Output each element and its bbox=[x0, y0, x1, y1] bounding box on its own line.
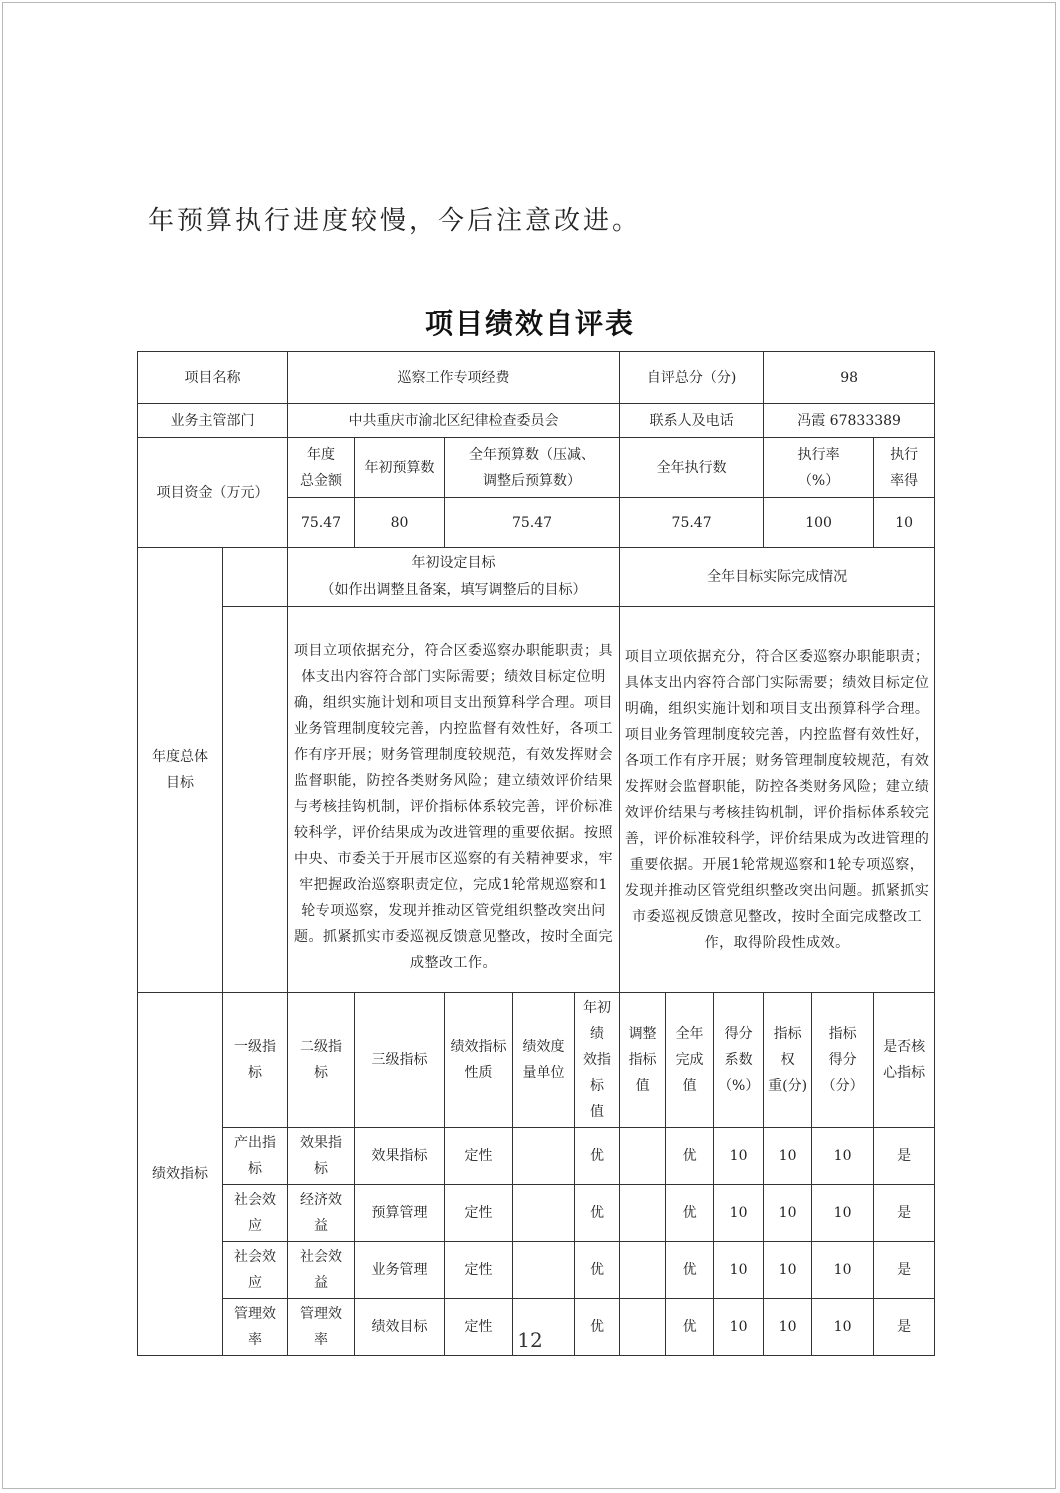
indicator-header-level2: 二级指 标 bbox=[288, 993, 355, 1128]
lead-text: 年预算执行进度较慢，今后注意改进。 bbox=[148, 206, 642, 236]
goals-blank-cell-2 bbox=[223, 607, 288, 993]
indicator-core: 是 bbox=[874, 1242, 935, 1299]
goals-header-row bbox=[138, 548, 935, 607]
goals-actual-header: 全年目标实际完成情况 bbox=[620, 548, 935, 607]
indicator-completed-value: 优 bbox=[666, 1128, 714, 1185]
indicator-initial-value: 优 bbox=[575, 1299, 620, 1356]
indicator-nature: 定性 bbox=[445, 1242, 513, 1299]
self-score-value: 98 bbox=[764, 352, 935, 404]
indicator-completed-value: 优 bbox=[666, 1185, 714, 1242]
indicator-level3: 预算管理 bbox=[355, 1185, 445, 1242]
goals-set-text: 项目立项依据充分，符合区委巡察办职能职责；具体支出内容符合部门实际需要；绩效目标定位明确，组织实施计划和项目支出预算科学合理。项目业务管理制度较完善，内控监督有效性好，各项工作有序开展；财务管理制度较规范，有效发挥财会监督职能，防控各类财务风险；建立绩效评价结果与考核挂钩机制，评价指标体系较完善，评价标准较科学，评价结果成为改进管理的重要依据。按照中央、市委关于开展市区巡察的有关精神要求，牢牢把握政治巡察职责定位，完成1轮常规巡察和1轮专项巡察，发现并推动区管党组织整改突出问题。抓紧抓实市委巡视反馈意见整改，按时全面完成整改工作。 bbox=[288, 607, 620, 993]
indicator-weight: 10 bbox=[764, 1242, 812, 1299]
department-value: 中共重庆市渝北区纪律检查委员会 bbox=[288, 404, 620, 438]
indicator-nature: 定性 bbox=[445, 1299, 513, 1356]
table-row bbox=[138, 1242, 935, 1299]
indicator-weight: 10 bbox=[764, 1128, 812, 1185]
indicator-completed-value: 优 bbox=[666, 1242, 714, 1299]
indicator-header-coefficient: 得分 系数 （%） bbox=[714, 993, 764, 1128]
indicator-level2: 社会效 益 bbox=[288, 1242, 355, 1299]
table-row bbox=[138, 1185, 935, 1242]
project-name-value: 巡察工作专项经费 bbox=[288, 352, 620, 404]
indicator-core: 是 bbox=[874, 1128, 935, 1185]
indicator-initial-value: 优 bbox=[575, 1185, 620, 1242]
indicator-adjusted-value bbox=[620, 1185, 666, 1242]
self-score-label: 自评总分（分) bbox=[620, 352, 764, 404]
indicator-coefficient: 10 bbox=[714, 1242, 764, 1299]
project-name-label: 项目名称 bbox=[138, 352, 288, 404]
goals-content-row bbox=[138, 607, 935, 993]
indicator-score: 10 bbox=[812, 1299, 874, 1356]
indicator-initial-value: 优 bbox=[575, 1128, 620, 1185]
indicator-unit bbox=[513, 1242, 575, 1299]
indicators-header-row bbox=[138, 993, 935, 1128]
indicator-coefficient: 10 bbox=[714, 1128, 764, 1185]
indicator-coefficient: 10 bbox=[714, 1185, 764, 1242]
funds-header-row bbox=[138, 438, 935, 498]
goals-blank-cell bbox=[223, 548, 288, 607]
indicator-unit bbox=[513, 1128, 575, 1185]
department-row bbox=[138, 404, 935, 438]
indicator-level2: 效果指 标 bbox=[288, 1128, 355, 1185]
indicator-header-initial-value: 年初绩 效指标 值 bbox=[575, 993, 620, 1128]
funds-total-header: 年度 总金额 bbox=[288, 438, 355, 498]
indicator-coefficient: 10 bbox=[714, 1299, 764, 1356]
indicator-adjusted-value bbox=[620, 1242, 666, 1299]
indicator-header-nature: 绩效指标 性质 bbox=[445, 993, 513, 1128]
funds-rate-score-header: 执行 率得 bbox=[874, 438, 935, 498]
indicator-level1: 社会效 应 bbox=[223, 1242, 288, 1299]
indicator-core: 是 bbox=[874, 1185, 935, 1242]
department-label: 业务主管部门 bbox=[138, 404, 288, 438]
indicators-label: 绩效指标 bbox=[138, 993, 223, 1356]
indicator-score: 10 bbox=[812, 1185, 874, 1242]
funds-adjusted-value: 75.47 bbox=[445, 498, 620, 548]
indicator-nature: 定性 bbox=[445, 1128, 513, 1185]
indicator-level3: 业务管理 bbox=[355, 1242, 445, 1299]
indicator-weight: 10 bbox=[764, 1185, 812, 1242]
funds-executed-header: 全年执行数 bbox=[620, 438, 764, 498]
contact-label: 联系人及电话 bbox=[620, 404, 764, 438]
indicator-header-adjusted-value: 调整 指标 值 bbox=[620, 993, 666, 1128]
funds-initial-header: 年初预算数 bbox=[355, 438, 445, 498]
indicator-header-weight: 指标权 重(分) bbox=[764, 993, 812, 1128]
indicator-completed-value: 优 bbox=[666, 1299, 714, 1356]
funds-total-value: 75.47 bbox=[288, 498, 355, 548]
indicator-header-level1: 一级指 标 bbox=[223, 993, 288, 1128]
indicator-score: 10 bbox=[812, 1242, 874, 1299]
indicator-initial-value: 优 bbox=[575, 1242, 620, 1299]
funds-adjusted-header: 全年预算数（压减、 调整后预算数） bbox=[445, 438, 620, 498]
funds-rate-value: 100 bbox=[764, 498, 874, 548]
indicator-core: 是 bbox=[874, 1299, 935, 1356]
indicator-header-core: 是否核 心指标 bbox=[874, 993, 935, 1128]
indicator-nature: 定性 bbox=[445, 1185, 513, 1242]
indicator-adjusted-value bbox=[620, 1128, 666, 1185]
goals-actual-text: 项目立项依据充分，符合区委巡察办职能职责；具体支出内容符合部门实际需要；绩效目标定位明确，组织实施计划和项目支出预算科学合理。项目业务管理制度较完善，内控监督有效性好，各项工作有序开展；财务管理制度较规范，有效发挥财会监督职能，防控各类财务风险；建立绩效评价结果与考核挂钩机制，评价指标体系较完善，评价标准较科学，评价结果成为改进管理的重要依据。开展1轮常规巡察和1轮专项巡察，发现并推动区管党组织整改突出问题。抓紧抓实市委巡视反馈意见整改，按时全面完成整改工作，取得阶段性成效。 bbox=[620, 607, 935, 993]
page-title: 项目绩效自评表 bbox=[424, 307, 635, 340]
funds-label: 项目资金（万元） bbox=[138, 438, 288, 548]
project-name-row bbox=[138, 352, 935, 404]
goals-set-header: 年初设定目标 （如作出调整且备案，填写调整后的目标） bbox=[288, 548, 620, 607]
indicator-level2: 经济效 益 bbox=[288, 1185, 355, 1242]
funds-rate-score-value: 10 bbox=[874, 498, 935, 548]
funds-executed-value: 75.47 bbox=[620, 498, 764, 548]
indicator-header-level3: 三级指标 bbox=[355, 993, 445, 1128]
page-number: 12 bbox=[517, 1328, 543, 1352]
indicator-level1: 产出指 标 bbox=[223, 1128, 288, 1185]
indicator-level1: 社会效 应 bbox=[223, 1185, 288, 1242]
indicator-header-completed-value: 全年 完成 值 bbox=[666, 993, 714, 1128]
performance-evaluation-table bbox=[137, 351, 935, 1356]
indicator-header-unit: 绩效度 量单位 bbox=[513, 993, 575, 1128]
goals-label: 年度总体 目标 bbox=[138, 548, 223, 993]
indicator-weight: 10 bbox=[764, 1299, 812, 1356]
indicator-level3: 效果指标 bbox=[355, 1128, 445, 1185]
funds-initial-value: 80 bbox=[355, 498, 445, 548]
contact-value: 冯霞 67833389 bbox=[764, 404, 935, 438]
indicator-level3: 绩效目标 bbox=[355, 1299, 445, 1356]
funds-rate-header: 执行率 （%） bbox=[764, 438, 874, 498]
indicator-score: 10 bbox=[812, 1128, 874, 1185]
indicator-level2: 管理效 率 bbox=[288, 1299, 355, 1356]
table-row bbox=[138, 1128, 935, 1185]
indicator-level1: 管理效 率 bbox=[223, 1299, 288, 1356]
indicator-header-score: 指标 得分 （分） bbox=[812, 993, 874, 1128]
indicator-unit bbox=[513, 1185, 575, 1242]
